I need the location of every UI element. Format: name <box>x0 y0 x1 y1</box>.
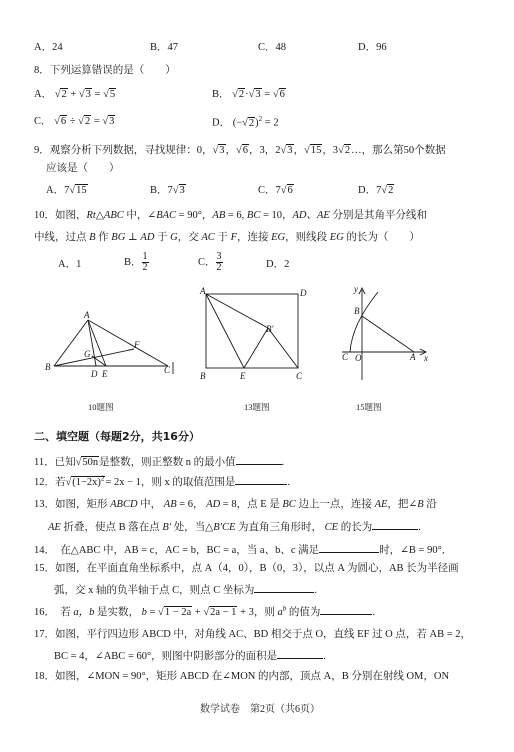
fig10-label-e: E <box>102 369 108 379</box>
q8-stem: 8．下列运算错误的是（ ） <box>34 65 176 76</box>
q15-line2: 弧，交 x 轴的负半轴于点 C，则点 C 坐标为 . <box>54 582 317 597</box>
q9-option-a: A．7√15 <box>46 185 87 196</box>
q9-option-c: C．7√6 <box>258 185 293 196</box>
fig13-label-a: A <box>200 286 206 296</box>
q8-option-c: C． √6 ÷ √2 = √3 <box>34 116 115 127</box>
q9-line2: 应该是（ ） <box>46 163 120 174</box>
q8-option-b: B． √2·√3 = √6 <box>212 89 285 100</box>
fig13-label-b: B <box>200 371 206 381</box>
q9-option-d: D．7√2 <box>358 185 394 196</box>
figure-10-caption: 10题图 <box>88 402 114 412</box>
q10-option-d: D．2 <box>266 259 290 270</box>
q10-option-b: B． $\frac{1}{2}$ <box>124 251 148 273</box>
q13-line1: 13．如图，矩形 ABCD 中， AB = 6， AD = 8，点 E 是 BC 边上一点，连接 AE，把∠B 沿 <box>34 499 437 510</box>
q8-option-d: D． $(-√2)^2 = 2$ <box>212 115 279 129</box>
fig10-label-c: C <box>164 365 171 375</box>
fig15-label-y: y <box>354 284 358 294</box>
q17-line2: BC = 4，∠ABC = 60°，则图中阴影部分的面积是 . <box>54 648 326 663</box>
fig13-label-c: C <box>296 371 303 381</box>
fig15-label-x: x <box>424 353 428 363</box>
fig10-label-f: F <box>134 340 140 350</box>
q8-option-a: A． √2 + √3 = √5 <box>34 89 116 100</box>
fig10-label-b: B <box>45 362 51 372</box>
q7-option-c: C．48 <box>258 42 287 53</box>
figure-15 <box>334 282 434 387</box>
q16-line: 16． 若 a，b 是实数， b = √1 − 2a + √2a − 1 + 3，则 $a^b$ 的值为 . <box>34 604 375 618</box>
fig10-label-g: G <box>84 349 91 359</box>
q17-line1: 17．如图，平行四边形 ABCD 中，对角线 AC、BD 相交于点 O，直线 EF 过 O 点，若 AB = 2， <box>34 629 472 640</box>
page-footer: 数学试卷 第2页（共6页） <box>200 704 320 715</box>
fig13-label-d: D <box>300 288 307 298</box>
figure-15-caption: 15题图 <box>356 402 382 412</box>
q7-option-b: B．47 <box>150 42 179 53</box>
fig15-label-o: O <box>355 353 362 363</box>
fig13-label-e: E <box>240 371 246 381</box>
q7-option-a: A．24 <box>34 42 63 53</box>
fig15-label-a: A <box>410 352 416 362</box>
fig15-label-b: B <box>354 306 360 316</box>
q13-line2: AE 折叠，使点 B 落在点 B′ 处，当△B′CE 为直角三角形时， CE 的长为 . <box>48 519 421 534</box>
q12-line: 12．若$√(1-2x)^2= 2x - 1$，则 x 的取值范围是 . <box>34 474 291 488</box>
fig10-label-d: D <box>91 369 98 379</box>
fig10-label-a: A <box>84 310 90 320</box>
q10-option-a: A．1 <box>58 259 82 270</box>
q9-line1: 9．观察分析下列数据，寻找规律：0，√3，√6，3，2√3，√15，3√2…，那么第50个数据 <box>34 145 446 156</box>
q10-line2: 中线，过点 B 作 BG ⊥ AD 于 G，交 AC 于 F，连接 EG，则线段 EG 的长为（ ） <box>34 232 420 243</box>
q9-option-b: B．7√3 <box>150 185 185 196</box>
q10-line1: 10．如图，Rt△ABC 中，∠BAC = 90°，AB = 6, BC = 10，AD、AE 分别是其角平分线和 <box>34 210 427 221</box>
figure-13 <box>196 284 316 384</box>
fig15-label-c: C <box>342 352 349 362</box>
q14-line: 14． 在△ABC 中，AB = c，AC = b，BC = a，当 a、b、c 满足 时，∠B = 90°． <box>34 542 452 557</box>
q18-line1: 18．如图，∠MON = 90°，矩形 ABCD 在∠MON 的内部，顶点 A，B 分别在射线 OM，ON <box>34 671 450 682</box>
q10-option-c: C． $\frac{3}{2}$ <box>198 251 222 273</box>
q15-line1: 15．如图，在平面直角坐标系中，点 A（4，0），B（0，3），以点 A 为圆心，AB 长为半径画 <box>34 563 459 574</box>
q7-option-d: D．96 <box>358 42 387 53</box>
q11-line: 11．已知√50n是整数，则正整数 n 的最小值 . <box>34 454 284 469</box>
figure-10 <box>40 310 190 390</box>
section-2-title: 二、填空题（每题2分，共16分） <box>34 430 200 443</box>
figure-13-caption: 13题图 <box>244 402 270 412</box>
fig13-label-bprime: B′ <box>266 324 274 334</box>
